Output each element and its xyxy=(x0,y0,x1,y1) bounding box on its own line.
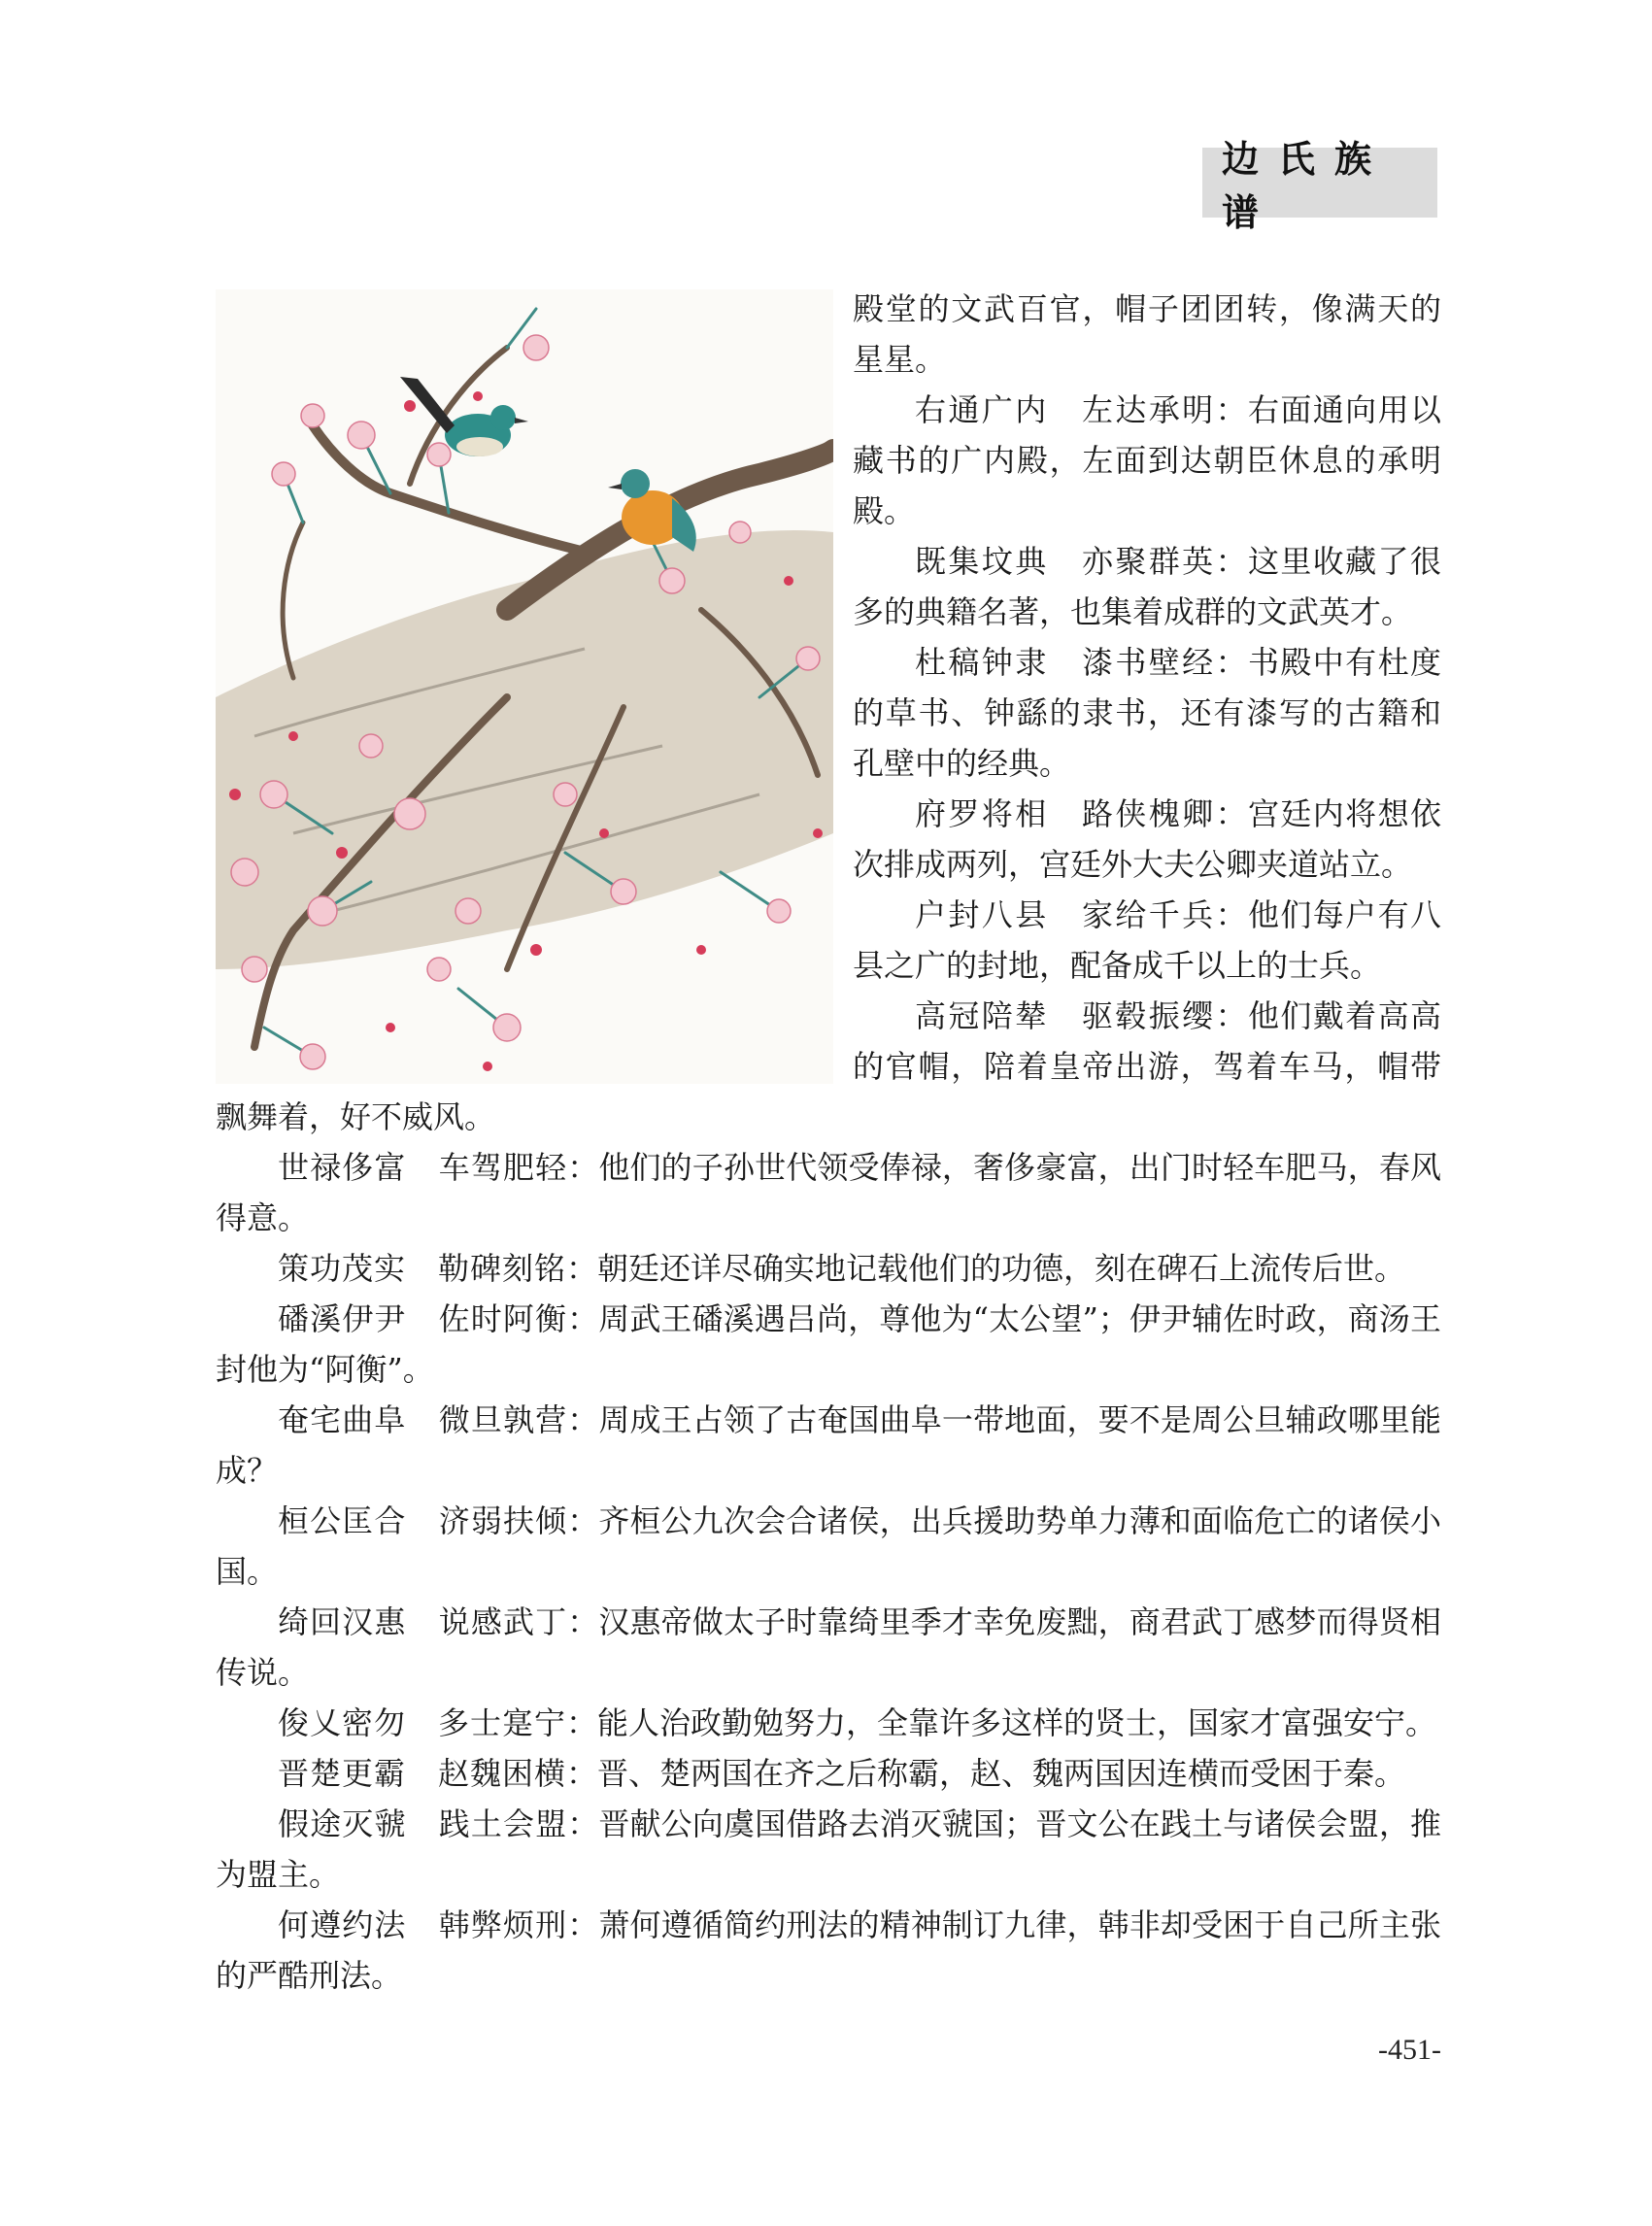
paragraph-0 xyxy=(216,1142,1441,1243)
paragraph-7 xyxy=(216,1748,1441,1799)
book-title-tag xyxy=(1202,138,1437,234)
verse-pair: 磻溪伊尹 佐时阿衡 xyxy=(278,1300,568,1337)
verse-pair: 既集坟典 亦聚群英 xyxy=(915,543,1216,580)
explanation: ：书殿中有杜度的草书、钟繇的隶书，还有漆写的古籍和孔壁中的经典。 xyxy=(853,644,1441,782)
explanation: ：萧何遵循简约刑法的精神制订九律，韩非却受困于自己所主张的严酷刑法。 xyxy=(216,1906,1441,1994)
page-number: -451- xyxy=(1378,2034,1441,2066)
explanation: ：齐桓公九次会合诸侯，出兵援助势单力薄和面临危亡的诸侯小国。 xyxy=(216,1502,1441,1590)
explanation: ：晋献公向虞国借路去消灭虢国；晋文公在践土与诸侯会盟，推为盟主。 xyxy=(216,1805,1441,1893)
paragraph-1 xyxy=(216,1243,1441,1294)
explanation: ：能人治政勤勉努力，全靠许多这样的贤士，国家才富强安宁。 xyxy=(566,1704,1437,1741)
paragraph-3 xyxy=(216,1395,1441,1496)
paragraph-9 xyxy=(216,1900,1441,2001)
verse-pair: 世禄侈富 车驾肥轻 xyxy=(278,1149,568,1186)
explanation: ：右面通向用以藏书的广内殿，左面到达朝臣休息的承明殿。 xyxy=(853,391,1441,529)
verse-pair: 右通广内 左达承明 xyxy=(915,391,1216,428)
verse-pair: 绮回汉惠 说感武丁 xyxy=(278,1603,568,1640)
page-body xyxy=(216,284,1441,2001)
paragraph-8 xyxy=(216,1799,1441,1900)
explanation: ：宫廷内将想依次排成两列，宫廷外大夫公卿夹道站立。 xyxy=(853,795,1441,883)
verse-pair: 府罗将相 路侠槐卿 xyxy=(915,795,1216,832)
explanation: ：汉惠帝做太子时靠绮里季才幸免废黜，商君武丁感梦而得贤相传说。 xyxy=(216,1603,1441,1691)
verse-pair: 户封八县 家给千兵 xyxy=(915,896,1216,933)
explanation: ：晋、楚两国在齐之后称霸，赵、魏两国因连横而受困于秦。 xyxy=(566,1755,1406,1792)
verse-pair: 奄宅曲阜 微旦孰营 xyxy=(278,1401,568,1438)
paragraph-2 xyxy=(216,1294,1441,1395)
paragraph-6 xyxy=(216,1698,1441,1748)
verse-pair: 俊乂密勿 多士寔宁 xyxy=(278,1704,567,1741)
explanation: 殿堂的文武百官，帽子团团转，像满天的星星。 xyxy=(853,290,1441,378)
explanation: ：周武王磻溪遇吕尚，尊他为“太公望”；伊尹辅佐时政，商汤王封他为“阿衡”。 xyxy=(216,1300,1441,1388)
paragraph-4 xyxy=(216,1496,1441,1597)
verse-pair: 何遵约法 韩弊烦刑 xyxy=(278,1906,568,1943)
verse-pair: 假途灭虢 践土会盟 xyxy=(278,1805,568,1842)
explanation: ：周成王占领了古奄国曲阜一带地面，要不是周公旦辅政哪里能成？ xyxy=(216,1401,1441,1489)
explanation: ：这里收藏了很多的典籍名著，也集着成群的文武英才。 xyxy=(853,543,1441,630)
explanation: ：他们的子孙世代领受俸禄，奢侈豪富，出门时轻车肥马，春风得意。 xyxy=(216,1149,1441,1236)
verse-pair: 高冠陪辇 驱毂振缨 xyxy=(915,997,1216,1034)
verse-pair: 晋楚更霸 赵魏困横 xyxy=(278,1755,567,1792)
paragraph-5 xyxy=(216,1597,1441,1698)
explanation: ：他们戴着高高的官帽，陪着皇帝出游，驾着车马，帽带飘舞着，好不威风。 xyxy=(216,997,1441,1135)
verse-pair: 桓公匡合 济弱扶倾 xyxy=(278,1502,568,1539)
book-title: 边氏族谱 xyxy=(1222,138,1392,234)
explanation: ：他们每户有八县之广的封地，配备成千以上的士兵。 xyxy=(853,896,1441,984)
explanation: ：朝廷还详尽确实地记载他们的功德，刻在碑石上流传后世。 xyxy=(566,1250,1406,1287)
plum-blossom-birds-painting xyxy=(216,289,833,1084)
verse-pair: 杜稿钟隶 漆书壁经 xyxy=(915,644,1216,681)
verse-pair: 策功茂实 勒碑刻铭 xyxy=(278,1250,567,1287)
